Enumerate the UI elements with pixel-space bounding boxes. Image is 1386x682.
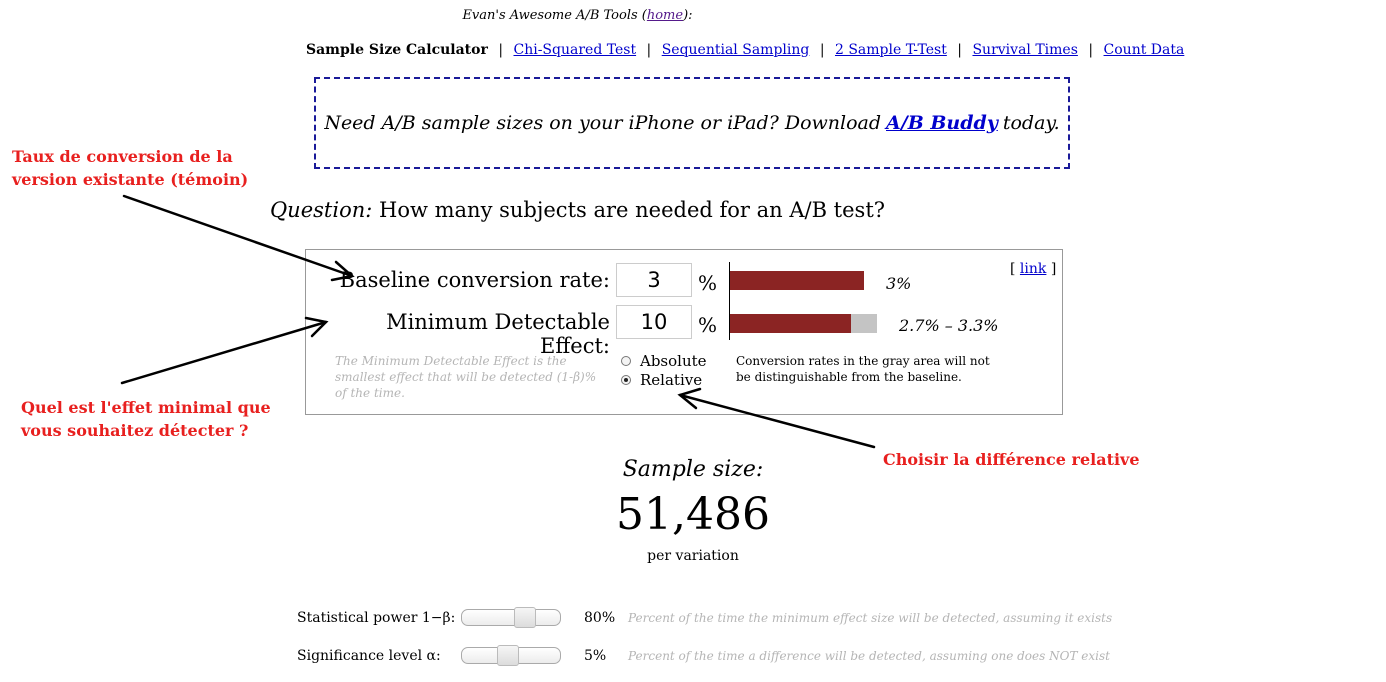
mde-bar-label: 2.7% – 3.3% [899, 316, 999, 335]
nav-link-survival[interactable]: Survival Times [972, 42, 1078, 58]
significance-value: 5% [584, 648, 607, 664]
nav-separator: | [957, 42, 963, 58]
question-text: How many subjects are needed for an A/B test? [379, 198, 886, 222]
nav-link-sequential[interactable]: Sequential Sampling [661, 42, 810, 58]
nav-separator: | [819, 42, 825, 58]
home-link[interactable]: home [646, 8, 684, 23]
nav-separator: | [498, 42, 504, 58]
mde-help-text: The Minimum Detectable Effect is the smallest effect that will be detected (1-β)% of the time. [335, 354, 597, 400]
arrow-to-baseline-icon [124, 196, 352, 276]
baseline-unit: % [698, 271, 718, 295]
nav-separator: | [1088, 42, 1094, 58]
sample-size-label: Sample size: [622, 457, 764, 482]
nav-link-chi-squared[interactable]: Chi-Squared Test [513, 42, 637, 58]
nav-separator: | [646, 42, 652, 58]
sample-size-value: 51,486 [616, 489, 770, 540]
banner-text-end: today. [1002, 112, 1060, 134]
power-description: Percent of the time the minimum effect size will be detected, assuming it exists [628, 611, 1113, 625]
bracket-close: ] [1050, 261, 1057, 277]
site-title-suffix: ): [683, 8, 693, 23]
ab-buddy-link[interactable]: A/B Buddy [886, 112, 998, 134]
permalink-link[interactable]: link [1019, 261, 1047, 277]
banner-text: Need A/B sample sizes on your iPhone or iPad? Download [324, 112, 882, 134]
nav-link-count-data[interactable]: Count Data [1103, 42, 1185, 58]
annotation-mde: Quel est l'effet minimal que vous souhaitez détecter ? [21, 398, 271, 440]
baseline-bar-label: 3% [886, 274, 912, 293]
radio-relative-label: Relative [640, 371, 703, 389]
annotation-baseline: Taux de conversion de la version existante (témoin) [12, 147, 249, 189]
radio-absolute-label: Absolute [640, 352, 707, 370]
question-label: Question: [269, 198, 373, 222]
site-title-prefix: Evan's Awesome A/B Tools ( [462, 8, 647, 23]
significance-label: Significance level α: [297, 648, 441, 664]
nav-link-t-test[interactable]: 2 Sample T-Test [834, 42, 947, 58]
power-label: Statistical power 1−β: [297, 610, 456, 626]
annotation-relative: Choisir la différence relative [883, 450, 1140, 469]
power-value: 80% [584, 610, 616, 626]
nav-current-sample-size: Sample Size Calculator [306, 42, 488, 58]
mde-unit: % [698, 313, 718, 337]
significance-description: Percent of the time a difference will be detected, assuming one does NOT exist [628, 649, 1110, 663]
arrow-to-relative-icon [680, 395, 874, 447]
baseline-label: Baseline conversion rate: [339, 268, 610, 292]
gray-area-note: Conversion rates in the gray area will not be distinguishable from the baseline. [736, 354, 990, 384]
mde-label: Minimum Detectable Effect: [386, 310, 610, 358]
bracket-open: [ [1010, 261, 1016, 277]
sample-size-unit: per variation [647, 548, 739, 564]
arrow-to-mde-icon [122, 322, 326, 383]
